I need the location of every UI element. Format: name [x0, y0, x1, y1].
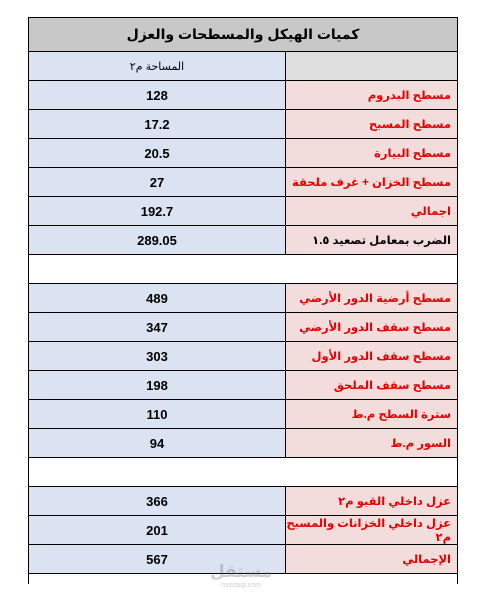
row-value: 110	[29, 400, 286, 428]
table-row	[29, 370, 457, 399]
table-row	[29, 312, 457, 341]
table-row	[29, 283, 457, 312]
row-value: 192.7	[29, 197, 286, 225]
row-value: 289.05	[29, 226, 286, 254]
row-value: 198	[29, 371, 286, 399]
table-row	[29, 196, 457, 225]
watermark-text: مستقل	[210, 562, 273, 581]
row-label: سترة السطح م.ط	[286, 400, 457, 428]
row-label: عزل داخلي الخزانات والمسبح م٢	[286, 516, 457, 544]
table-row	[29, 428, 457, 457]
header-row	[29, 51, 457, 80]
row-value: 201	[29, 516, 286, 544]
row-value: 347	[29, 313, 286, 341]
spacer-row	[29, 457, 457, 486]
row-value: 94	[29, 429, 286, 457]
row-label: مسطح البدروم	[286, 81, 457, 109]
watermark-subtext: mostaql.com	[221, 582, 261, 589]
row-label: مسطح سقف الدور الأول	[286, 342, 457, 370]
row-label: الإجمالي	[286, 545, 457, 573]
row-label: اجمالي	[286, 197, 457, 225]
row-label: الضرب بمعامل تصعيد ١.٥	[286, 226, 457, 254]
table-row	[29, 486, 457, 515]
spacer-row	[29, 254, 457, 283]
row-label: مسطح أرضية الدور الأرضي	[286, 284, 457, 312]
row-value: 567	[29, 545, 286, 573]
row-value: 128	[29, 81, 286, 109]
row-value: 303	[29, 342, 286, 370]
table-row	[29, 515, 457, 544]
row-label: مسطح البيارة	[286, 139, 457, 167]
row-label: عزل داخلي القبو م٢	[286, 487, 457, 515]
table-row	[29, 80, 457, 109]
row-value: 20.5	[29, 139, 286, 167]
row-value: 366	[29, 487, 286, 515]
row-label: مسطح سقف الملحق	[286, 371, 457, 399]
row-value: 17.2	[29, 110, 286, 138]
row-label: مسطح سقف الدور الأرضي	[286, 313, 457, 341]
table-row	[29, 167, 457, 196]
quantities-table	[28, 17, 458, 584]
row-label: مسطح المسبح	[286, 110, 457, 138]
table-row	[29, 399, 457, 428]
table-row	[29, 225, 457, 254]
watermark-logo	[210, 562, 272, 589]
table-title: كميات الهيكل والمسطحات والعزل	[29, 17, 457, 51]
label-column-header	[286, 52, 457, 80]
row-label: مسطح الخزان + غرف ملحقة	[286, 168, 457, 196]
table-row	[29, 341, 457, 370]
row-label: السور م.ط	[286, 429, 457, 457]
area-column-header: المساحة م٢	[29, 52, 286, 80]
table-row	[29, 138, 457, 167]
table-row	[29, 109, 457, 138]
row-value: 489	[29, 284, 286, 312]
row-value: 27	[29, 168, 286, 196]
